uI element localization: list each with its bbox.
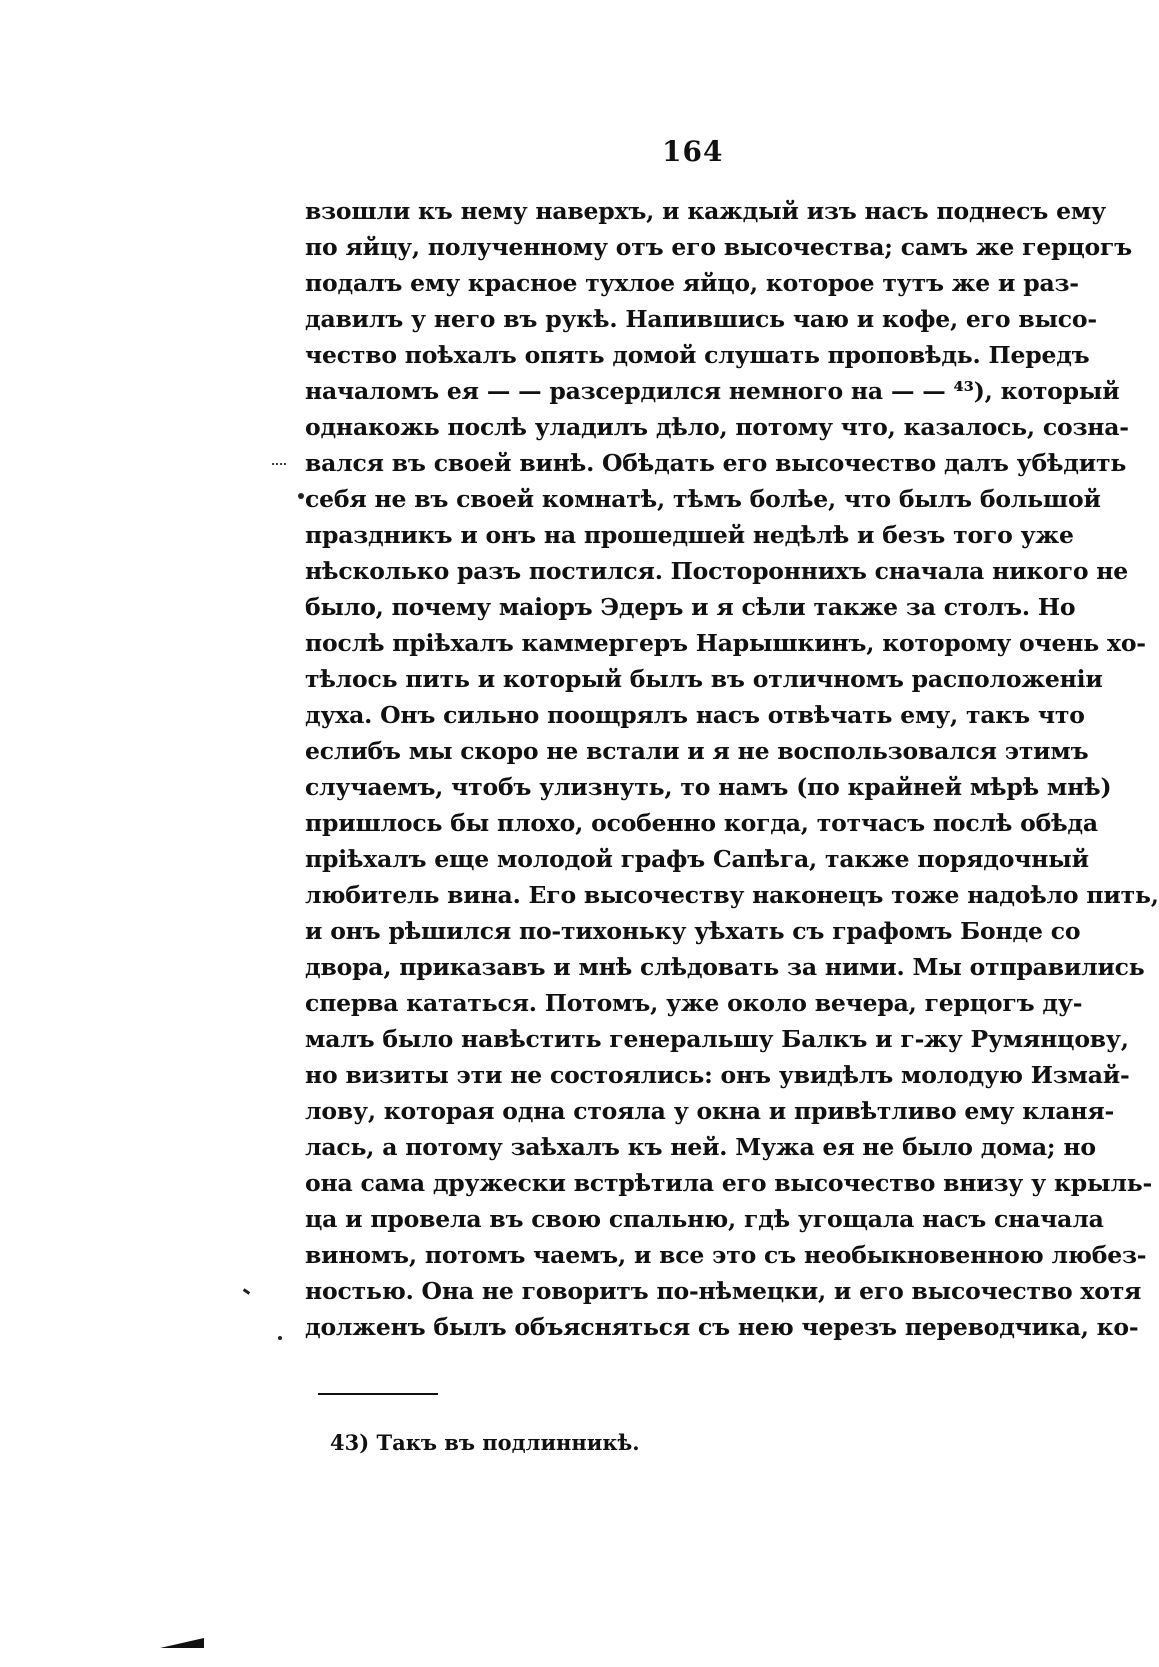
text-line: было, почему маіоръ Эдеръ и я сѣли также за столъ. Но <box>305 593 1076 621</box>
text-line: подалъ ему красное тухлое яйцо, которое тутъ же и раз- <box>305 269 1079 297</box>
text-line: давилъ у него въ рукѣ. Напившись чаю и кофе, его высо- <box>305 305 1097 333</box>
text-line: пріѣхалъ еще молодой графъ Сапѣга, также порядочный <box>305 845 1089 873</box>
text-line: послѣ пріѣхалъ каммергеръ Нарышкинъ, которому очень хо- <box>305 629 1146 657</box>
text-line: малъ было навѣстить генеральшу Балкъ и г-жу Румянцову, <box>305 1025 1129 1053</box>
margin-mark <box>298 493 304 499</box>
text-line: лову, которая одна стояла у окна и привѣтливо ему кланя- <box>305 1097 1115 1125</box>
text-line: началомъ ея — — разсердился немного на — — ⁴³), который <box>305 377 1120 405</box>
text-line: сперва кататься. Потомъ, уже около вечера, герцогъ ду- <box>305 989 1083 1017</box>
text-line: она сама дружески встрѣтила его высочество внизу у крыль- <box>305 1169 1152 1197</box>
margin-mark <box>243 1288 250 1294</box>
body-text <box>305 193 1159 1345</box>
footnote-divider <box>318 1393 438 1395</box>
text-line: любитель вина. Его высочеству наконецъ тоже надоѣло пить, <box>305 881 1159 909</box>
text-line: ностью. Она не говоритъ по-нѣмецки, и его высочество хотя <box>305 1277 1142 1305</box>
text-line: пришлось бы плохо, особенно когда, тотчасъ послѣ обѣда <box>305 809 1098 837</box>
text-line: чество поѣхалъ опять домой слушать проповѣдь. Передъ <box>305 341 1090 369</box>
text-line: случаемъ, чтобъ улизнуть, то намъ (по крайней мѣрѣ мнѣ) <box>305 773 1112 801</box>
text-line: тѣлось пить и который былъ въ отличномъ расположеніи <box>305 665 1103 693</box>
page-number: 164 <box>662 135 724 168</box>
text-line: однакожь послѣ уладилъ дѣло, потому что, казалось, созна- <box>305 413 1129 441</box>
scan-smudge <box>160 1638 204 1648</box>
footnote: 43) Такъ въ подлинникѣ. <box>330 1430 640 1455</box>
text-line: праздникъ и онъ на прошедшей недѣлѣ и безъ того уже <box>305 521 1074 549</box>
text-line: вался въ своей винѣ. Обѣдать его высочество далъ убѣдить <box>305 449 1127 477</box>
text-line: нѣсколько разъ постился. Постороннихъ сначала никого не <box>305 557 1129 585</box>
text-line: долженъ былъ объясняться съ нею черезъ переводчика, ко- <box>305 1313 1139 1341</box>
text-line: духа. Онъ сильно поощрялъ насъ отвѣчать ему, такъ что <box>305 701 1085 729</box>
text-line: взошли къ нему наверхъ, и каждый изъ насъ поднесъ ему <box>305 197 1106 225</box>
margin-mark <box>278 1336 282 1340</box>
margin-mark <box>272 463 286 468</box>
text-line: но визиты эти не состоялись: онъ увидѣлъ молодую Измай- <box>305 1061 1130 1089</box>
text-line: себя не въ своей комнатѣ, тѣмъ болѣе, что былъ большой <box>305 485 1101 513</box>
text-line: еслибъ мы скоро не встали и я не воспользовался этимъ <box>305 737 1089 765</box>
text-line: двора, приказавъ и мнѣ слѣдовать за ними. Мы отправились <box>305 953 1145 981</box>
text-line: виномъ, потомъ чаемъ, и все это съ необыкновенною любез- <box>305 1241 1147 1269</box>
text-line: ца и провела въ свою спальню, гдѣ угощала насъ сначала <box>305 1205 1104 1233</box>
text-line: лась, а потому заѣхалъ къ ней. Мужа ея не было дома; но <box>305 1133 1096 1161</box>
text-line: и онъ рѣшился по-тихоньку уѣхать съ графомъ Бонде со <box>305 917 1081 945</box>
text-line: по яйцу, полученному отъ его высочества; самъ же герцогъ <box>305 233 1132 261</box>
